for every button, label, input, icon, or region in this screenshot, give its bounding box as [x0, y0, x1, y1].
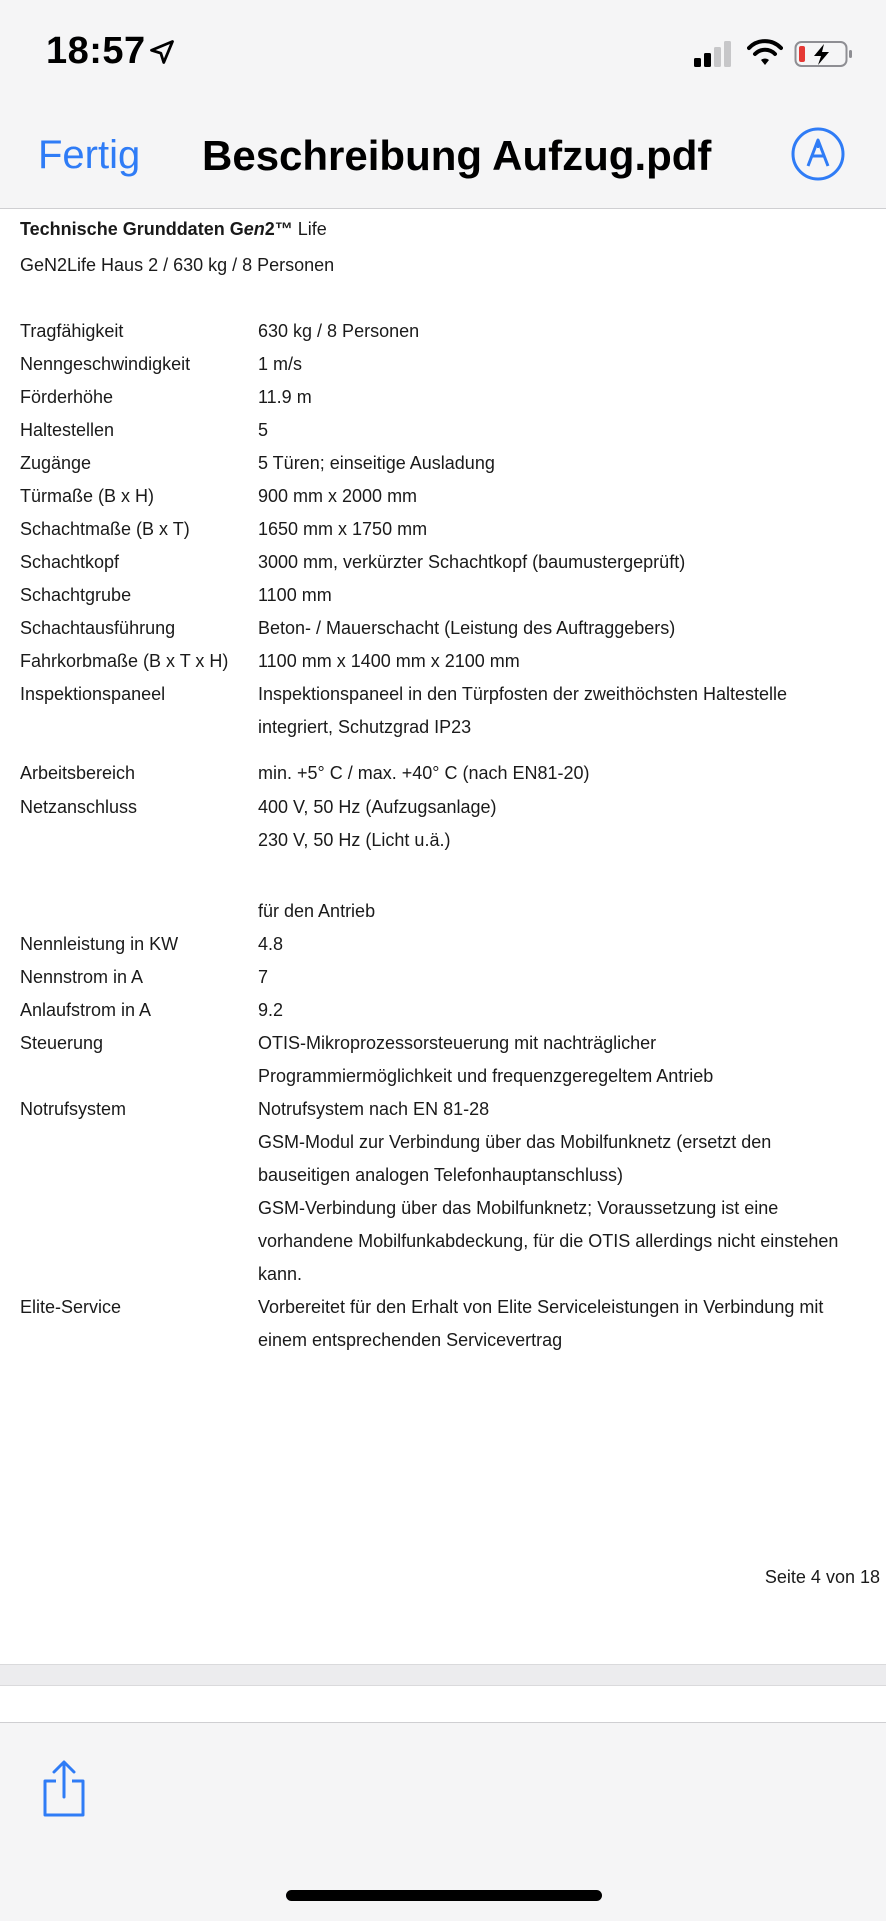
done-button[interactable]: Fertig — [38, 133, 141, 177]
spec-label: Förderhöhe — [20, 387, 114, 407]
spec-label: Arbeitsbereich — [20, 763, 136, 783]
spec-label: Nennstrom in A — [20, 967, 144, 987]
spec-value-line: für den Antrieb — [258, 901, 376, 921]
spec-value-line: 4.8 — [258, 934, 284, 954]
share-icon[interactable] — [40, 1759, 88, 1819]
status-time: 18:57 — [46, 30, 146, 72]
spec-value — [258, 381, 878, 414]
spec-value — [258, 895, 878, 928]
spec-value-line: bauseitigen analogen Telefonhauptanschluss) — [258, 1165, 623, 1185]
status-bar — [0, 0, 886, 100]
spec-value-line: Notrufsystem nach EN 81-28 — [258, 1099, 490, 1119]
navigation-bar — [0, 100, 886, 209]
spec-value-line: Vorbereitet für den Erhalt von Elite Serviceleistungen in Verbindung mit — [258, 1297, 824, 1317]
spec-label: Nennleistung in KW — [20, 934, 179, 954]
spec-value — [258, 513, 878, 546]
spec-value-line: 9.2 — [258, 1000, 284, 1020]
spec-value-line: 5 Türen; einseitige Ausladung — [258, 453, 495, 473]
spec-label: Schachtausführung — [20, 618, 176, 638]
spec-value — [258, 447, 878, 480]
document-title: Beschreibung Aufzug.pdf — [202, 132, 712, 179]
location-arrow-icon — [148, 38, 176, 66]
spec-value-line: 1 m/s — [258, 354, 303, 374]
spec-value-line: integriert, Schutzgrad IP23 — [258, 717, 472, 737]
pdf-page[interactable] — [0, 209, 886, 1664]
wifi-icon — [747, 38, 783, 68]
cellular-signal-icon — [693, 40, 735, 68]
spec-value-line: OTIS-Mikroprozessorsteuerung mit nachträglicher — [258, 1033, 657, 1053]
spec-label: Steuerung — [20, 1033, 104, 1053]
bottom-toolbar — [0, 1722, 886, 1921]
spec-value — [258, 612, 878, 645]
spec-value-line: 5 — [258, 420, 269, 440]
page-indicator: Seite 4 von 18 — [764, 1567, 880, 1587]
spec-label: Inspektionspaneel — [20, 684, 166, 704]
spec-value-line: 7 — [258, 967, 269, 987]
spec-value — [258, 1291, 878, 1357]
spec-label: Schachtmaße (B x T) — [20, 519, 190, 539]
spec-value — [258, 1093, 878, 1291]
spec-value — [258, 994, 878, 1027]
spec-value — [258, 414, 878, 447]
spec-value-line: 11.9 m — [258, 387, 312, 407]
spec-label: Nenngeschwindigkeit — [20, 354, 191, 374]
heading-bold-part: Technische Grunddaten G — [20, 219, 244, 239]
spec-label: Zugänge — [20, 453, 92, 473]
spec-value — [258, 1027, 878, 1093]
spec-value — [258, 928, 878, 961]
spec-value-line: Inspektionspaneel in den Türpfosten der zweithöchsten Haltestelle — [258, 684, 787, 704]
spec-label: Anlaufstrom in A — [20, 1000, 152, 1020]
spec-value-line: 900 mm x 2000 mm — [258, 486, 418, 506]
spec-label: Notrufsystem — [20, 1099, 127, 1119]
heading-brand-italic: en — [243, 219, 265, 239]
spec-value-line: 1650 mm x 1750 mm — [258, 519, 428, 539]
spec-value-line: 230 V, 50 Hz (Licht u.ä.) — [258, 830, 451, 850]
spec-value — [258, 757, 878, 790]
document-subheading: GeN2Life Haus 2 / 630 kg / 8 Personen — [20, 255, 335, 275]
spec-value-line: kann. — [258, 1264, 303, 1284]
spec-value — [258, 546, 878, 579]
document-heading — [20, 219, 327, 240]
home-indicator[interactable] — [286, 1890, 602, 1901]
spec-value-line: 1100 mm — [258, 585, 332, 605]
spec-value-line: Beton- / Mauerschacht (Leistung des Auftraggebers) — [258, 618, 676, 638]
markup-pen-icon[interactable] — [790, 126, 846, 182]
spec-value-line: 3000 mm, verkürzter Schachtkopf (baumustergeprüft) — [258, 552, 686, 572]
spec-value — [258, 961, 878, 994]
next-pdf-page[interactable] — [0, 1686, 886, 1722]
spec-value — [258, 315, 878, 348]
spec-value — [258, 480, 878, 513]
spec-value-line: Programmiermöglichkeit und frequenzgeregeltem Antrieb — [258, 1066, 714, 1086]
spec-label: Elite-Service — [20, 1297, 122, 1317]
spec-value — [258, 645, 878, 678]
spec-label: Türmaße (B x H) — [20, 486, 155, 506]
battery-low-icon — [794, 40, 854, 68]
spec-label: Schachtkopf — [20, 552, 120, 572]
spec-value — [258, 678, 878, 744]
spec-value-line: min. +5° C / max. +40° C (nach EN81-20) — [258, 763, 590, 783]
spec-label: Netzanschluss — [20, 797, 138, 817]
spec-value-line: einem entsprechenden Servicevertrag — [258, 1330, 563, 1350]
spec-value — [258, 579, 878, 612]
spec-value-line: vorhandene Mobilfunkabdeckung, für die OTIS allerdings nicht einstehen — [258, 1231, 839, 1251]
spec-value-line: GSM-Modul zur Verbindung über das Mobilfunknetz (ersetzt den — [258, 1132, 772, 1152]
spec-value-line: GSM-Verbindung über das Mobilfunknetz; Voraussetzung ist eine — [258, 1198, 779, 1218]
spec-label: Tragfähigkeit — [20, 321, 124, 341]
spec-value-line: 400 V, 50 Hz (Aufzugsanlage) — [258, 797, 497, 817]
spec-value-line: 1100 mm x 1400 mm x 2100 mm — [258, 651, 520, 671]
spec-value — [258, 791, 878, 857]
spec-value — [258, 348, 878, 381]
spec-label: Schachtgrube — [20, 585, 132, 605]
spec-value-line: 630 kg / 8 Personen — [258, 321, 420, 341]
page-separator — [0, 1664, 886, 1686]
spec-label: Fahrkorbmaße (B x T x H) — [20, 651, 229, 671]
spec-label: Haltestellen — [20, 420, 115, 440]
heading-rest: Life — [292, 219, 327, 239]
heading-brand-suffix: 2™ — [264, 219, 293, 239]
